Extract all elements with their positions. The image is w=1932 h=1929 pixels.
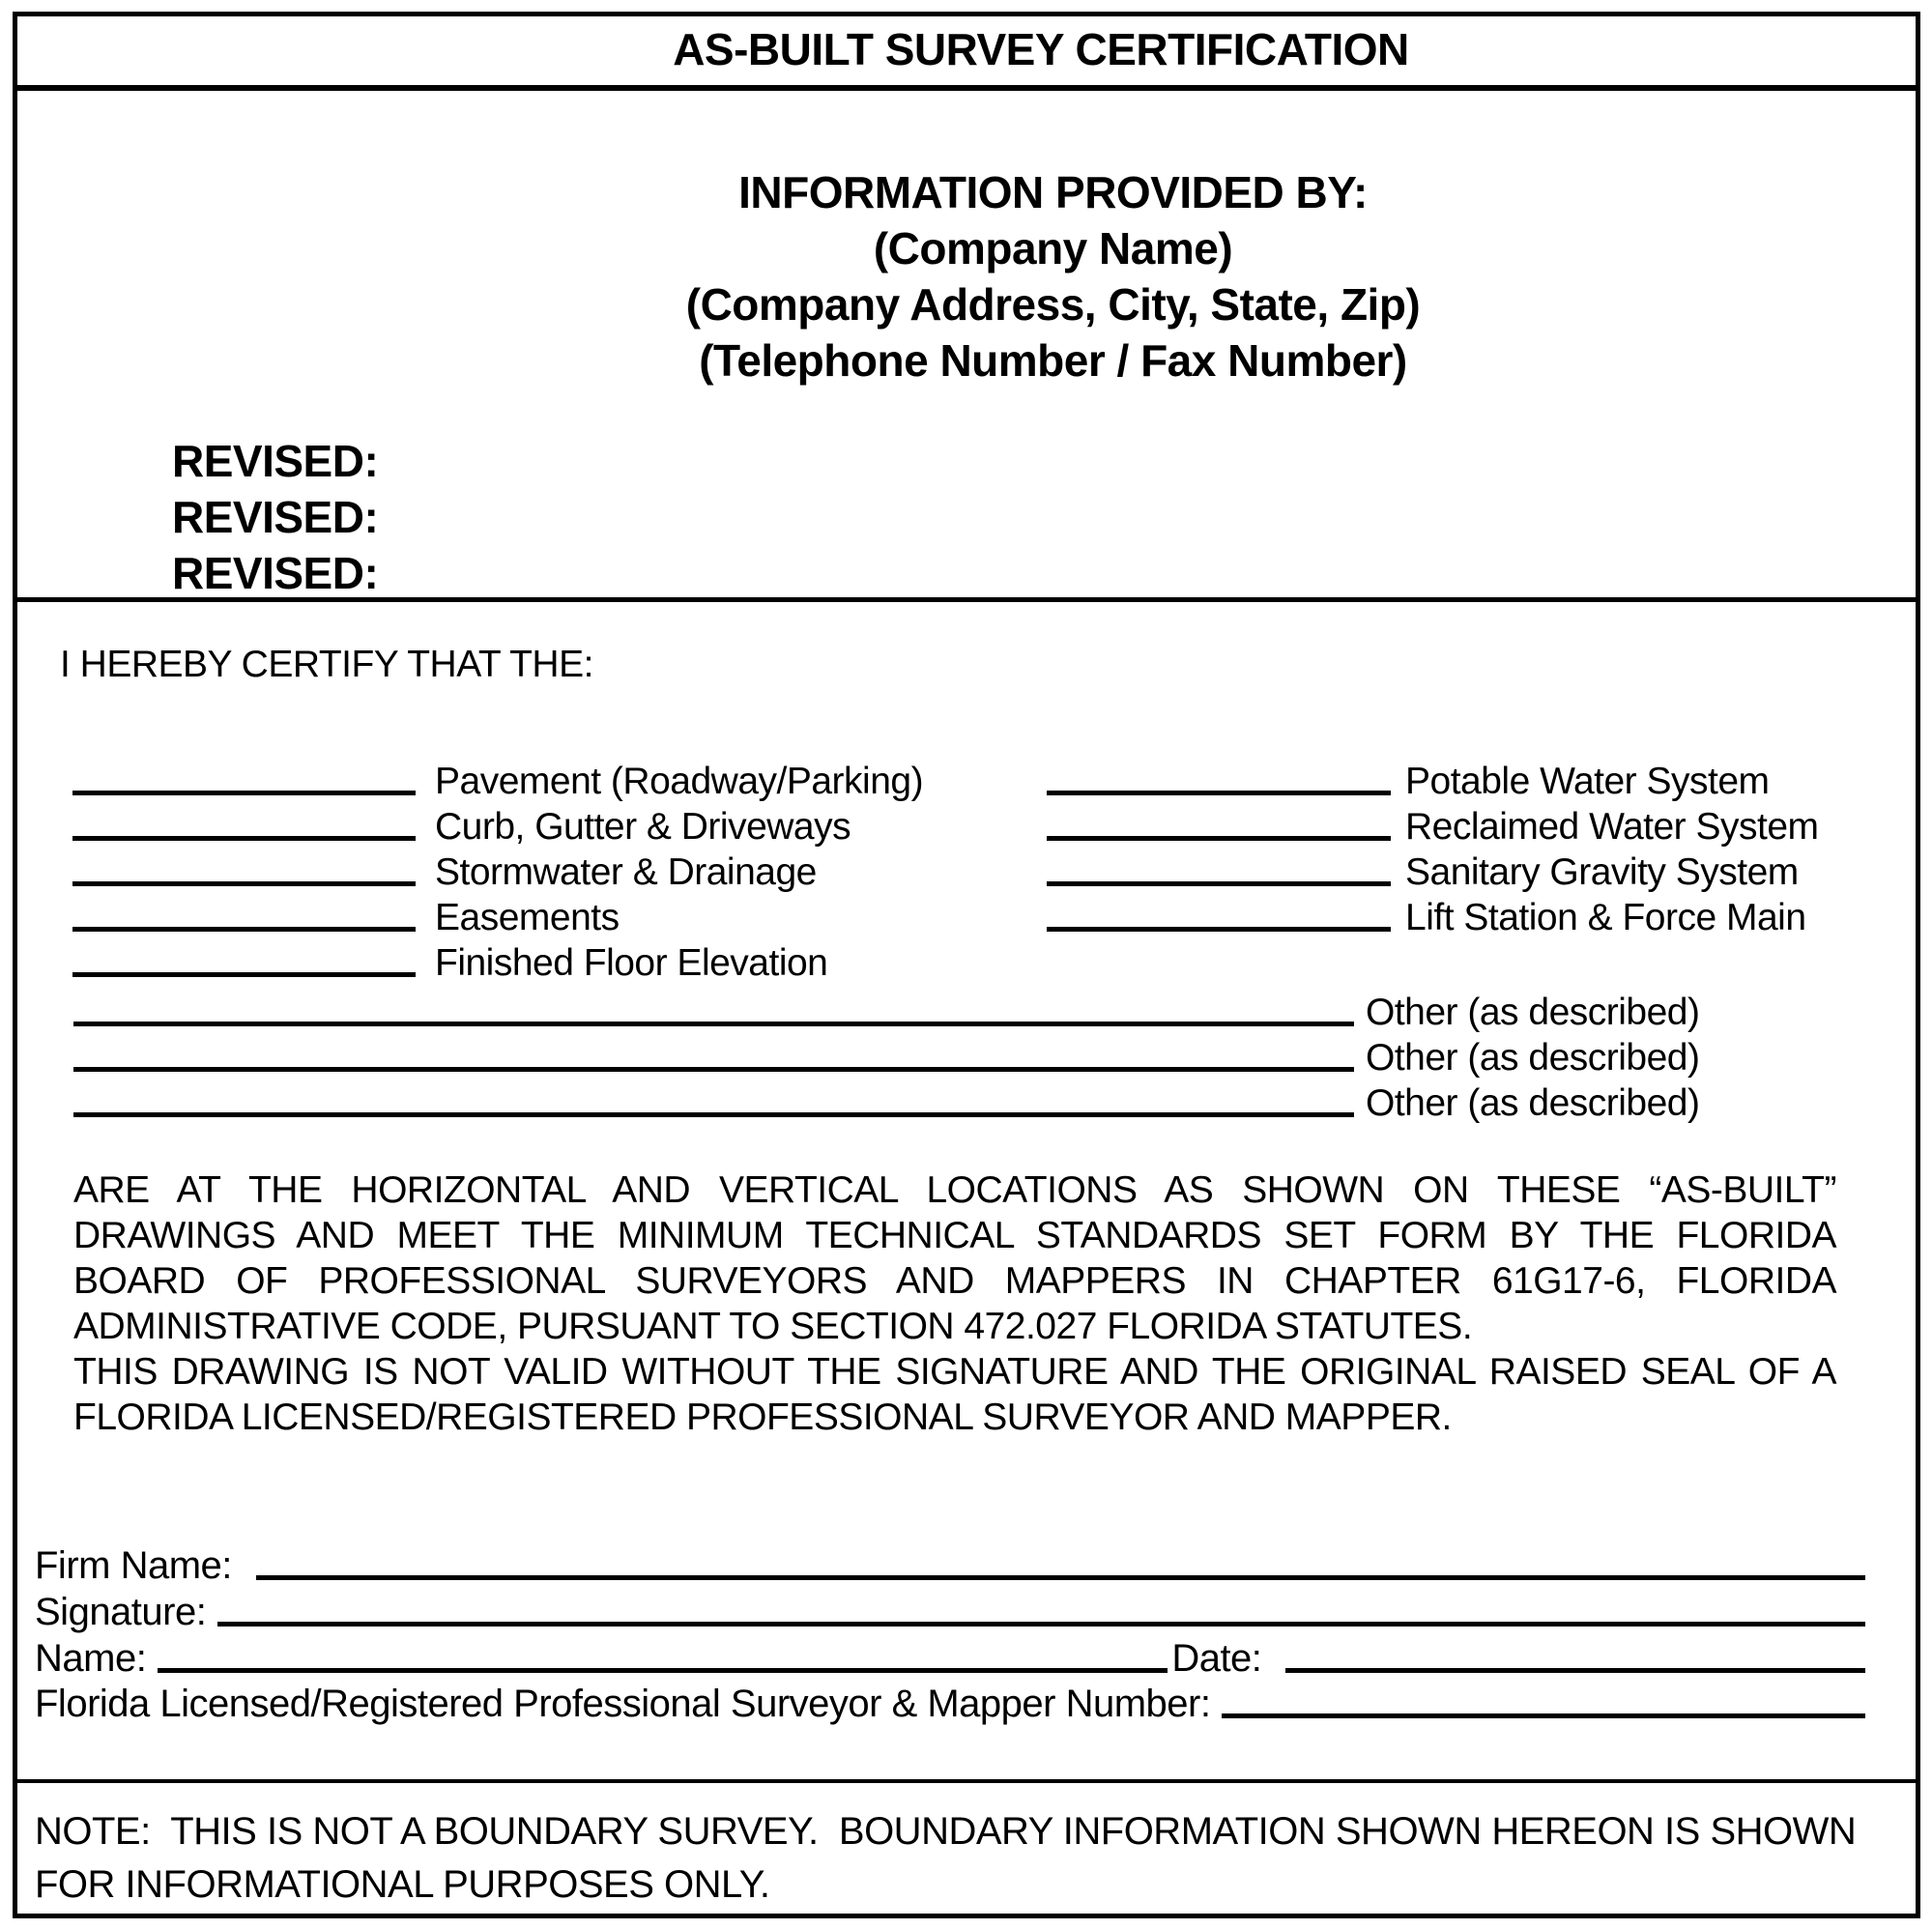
- checklist-row: [72, 802, 923, 848]
- date-label: Date:: [1171, 1637, 1262, 1680]
- blank-line-other-2: [73, 1067, 1354, 1072]
- telephone-fax-placeholder: (Telephone Number / Fax Number): [699, 335, 1407, 386]
- checklist-row: [1047, 848, 1819, 893]
- checklist-item-label: Stormwater & Drainage: [435, 851, 817, 893]
- statement-paragraph-2: THIS DRAWING IS NOT VALID WITHOUT THE SIGNATURE AND THE ORIGINAL RAISED SEAL OF A FLORIDA LICENSED/REGISTERED PROFESSIONAL SURVEYOR AND MAPPER.: [73, 1351, 1836, 1438]
- checklist-item-label: Easements: [435, 897, 620, 938]
- firm-name-row: [35, 1540, 1865, 1587]
- blank-line-curb-gutter: [72, 836, 416, 841]
- revised-label: REVISED:: [172, 436, 379, 486]
- checklist-row: [73, 988, 1699, 1033]
- checklist-row: [73, 1079, 1699, 1124]
- blank-line-pavement: [72, 791, 416, 795]
- signature-fill-line: [217, 1622, 1865, 1627]
- checklist-item-label: Lift Station & Force Main: [1405, 897, 1806, 938]
- blank-line-other-1: [73, 1022, 1354, 1026]
- checklist-row: [1047, 802, 1819, 848]
- name-fill-line: [158, 1668, 1168, 1673]
- certify-checklist-right: [1047, 757, 1819, 938]
- blank-line-easements: [72, 927, 416, 932]
- statement-paragraph-1: ARE AT THE HORIZONTAL AND VERTICAL LOCATIONS AS SHOWN ON THESE “AS-BUILT” DRAWINGS AND MEET THE MINIMUM TECHNICAL STANDARDS SET FORM BY THE FLORIDA BOARD OF PROFESSIONAL SURVEYORS AND MAPPERS IN CHAPTER 61G17-6, FLORIDA ADMINISTRATIVE CODE, PURSUANT TO SECTION 472.027 FLORIDA STATUTES.: [73, 1169, 1836, 1347]
- checklist-item-label: Pavement (Roadway/Parking): [435, 761, 924, 802]
- checklist-row: [72, 938, 923, 984]
- revised-label: REVISED:: [172, 492, 379, 542]
- blank-line-finished-floor: [72, 972, 416, 977]
- checklist-item-label: Other (as described): [1366, 992, 1700, 1033]
- checklist-item-label: Finished Floor Elevation: [435, 942, 828, 984]
- info-heading: INFORMATION PROVIDED BY:: [738, 167, 1368, 217]
- blank-line-lift-station: [1047, 927, 1391, 932]
- certify-intro: I HEREBY CERTIFY THAT THE:: [60, 644, 593, 685]
- firm-name-fill-line: [256, 1575, 1865, 1580]
- blank-line-stormwater: [72, 881, 416, 886]
- signature-row: [35, 1587, 1865, 1633]
- revised-label: REVISED:: [172, 548, 379, 598]
- revised-block: [172, 433, 378, 601]
- date-fill-line: [1285, 1668, 1865, 1673]
- checklist-row: [72, 893, 923, 938]
- firm-name-label: Firm Name:: [35, 1544, 232, 1587]
- name-label: Name:: [35, 1637, 147, 1680]
- company-name-placeholder: (Company Name): [873, 223, 1233, 274]
- certify-checklist-left: [72, 757, 923, 984]
- checklist-row: [72, 757, 923, 802]
- checklist-row: [1047, 757, 1819, 802]
- checklist-row: [72, 848, 923, 893]
- name-date-row: [35, 1633, 1865, 1680]
- company-address-placeholder: (Company Address, City, State, Zip): [685, 279, 1421, 330]
- page-title: AS-BUILT SURVEY CERTIFICATION: [673, 24, 1409, 74]
- license-number-row: [35, 1679, 1865, 1725]
- blank-line-other-3: [73, 1112, 1354, 1117]
- certification-statement: [73, 1167, 1836, 1440]
- signature-label: Signature:: [35, 1591, 207, 1633]
- boundary-note: NOTE: THIS IS NOT A BOUNDARY SURVEY. BOUNDARY INFORMATION SHOWN HEREON IS SHOWN FOR INFORMATIONAL PURPOSES ONLY.: [35, 1810, 1866, 1906]
- license-number-label: Florida Licensed/Registered Professional Surveyor & Mapper Number:: [35, 1683, 1211, 1725]
- license-number-fill-line: [1222, 1713, 1865, 1718]
- certify-checklist-other: [73, 988, 1699, 1124]
- blank-line-potable-water: [1047, 791, 1391, 795]
- checklist-item-label: Sanitary Gravity System: [1405, 851, 1799, 893]
- checklist-row: [1047, 893, 1819, 938]
- checklist-item-label: Curb, Gutter & Driveways: [435, 806, 851, 848]
- section-divider-note: [17, 1779, 1916, 1783]
- blank-line-reclaimed-water: [1047, 836, 1391, 841]
- information-provided-by-block: [0, 164, 1932, 389]
- section-divider-title: [17, 85, 1916, 91]
- checklist-row: [73, 1033, 1699, 1079]
- checklist-item-label: Other (as described): [1366, 1082, 1700, 1124]
- checklist-item-label: Other (as described): [1366, 1037, 1700, 1079]
- blank-line-sanitary-gravity: [1047, 881, 1391, 886]
- checklist-item-label: Potable Water System: [1405, 761, 1770, 802]
- checklist-item-label: Reclaimed Water System: [1405, 806, 1819, 848]
